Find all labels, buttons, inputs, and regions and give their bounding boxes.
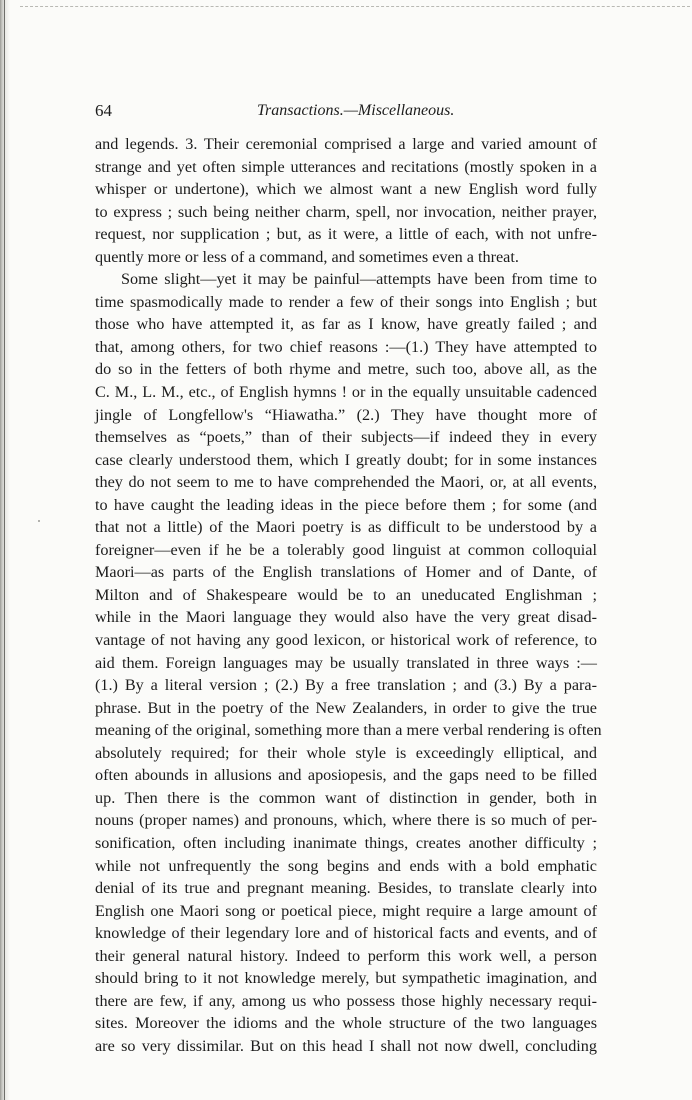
text-line: their general natural history. Indeed to perform this work well, a person bbox=[95, 946, 597, 965]
text-line: and legends. 3. Their ceremonial comprised a large and varied amount of bbox=[95, 135, 597, 153]
text-line: vantage of not having any good lexicon, or historical work of reference, to bbox=[95, 631, 597, 650]
text-line: sonification, often including inanimate things, creates another difficulty ; bbox=[95, 833, 597, 852]
text-line: do so in the fetters of both rhyme and metre, such too, above all, as the bbox=[95, 360, 597, 379]
text-line: often abounds in allusions and aposiopesis, and the gaps need to be filled bbox=[95, 766, 597, 785]
text-line: up. Then there is the common want of distinction in gender, both in bbox=[95, 788, 597, 807]
text-line: jingle of Longfellow's “Hiawatha.” (2.) They have thought more of bbox=[95, 405, 597, 424]
running-header bbox=[95, 100, 597, 122]
text-line: themselves as “poets,” than of their subjects—if indeed they in every bbox=[95, 428, 597, 447]
text-line: should bring to it not knowledge merely, but sympathetic imagination, and bbox=[95, 969, 597, 988]
text-line: Milton and of Shakespeare would be to an uneducated Englishman ; bbox=[95, 585, 597, 604]
text-line: strange and yet often simple utterances and recitations (mostly spoken in a bbox=[95, 157, 597, 176]
page-binding-edge bbox=[0, 0, 10, 1100]
top-edge-rule bbox=[20, 6, 690, 7]
text-line: meaning of the original, something more than a mere verbal rendering is often bbox=[95, 721, 602, 740]
text-line: English one Maori song or poetical piece, might require a large amount of bbox=[95, 901, 597, 920]
text-line: while in the Maori language they would also have the very great disad- bbox=[95, 608, 597, 627]
text-line: denial of its true and pregnant meaning. Besides, to translate clearly into bbox=[95, 879, 597, 898]
text-line: absolutely required; for their whole style is exceedingly elliptical, and bbox=[95, 743, 597, 762]
text-line: to have caught the leading ideas in the piece before them ; for some (and bbox=[95, 495, 597, 514]
running-title: Transactions.—Miscellaneous. bbox=[257, 102, 455, 119]
text-line: knowledge of their legendary lore and of historical facts and events, and of bbox=[95, 924, 597, 943]
text-line: C. M., L. M., etc., of English hymns ! or in the equally unsuitable cadenced bbox=[95, 383, 597, 402]
text-line: that, among others, for two chief reasons :—(1.) They have attempted to bbox=[95, 337, 597, 356]
text-line: quently more or less of a command, and sometimes even a threat. bbox=[95, 247, 519, 266]
text-line: while not unfrequently the song begins and ends with a bold emphatic bbox=[95, 856, 597, 875]
text-line: (1.) By a literal version ; (2.) By a free translation ; and (3.) By a para- bbox=[95, 676, 597, 695]
page-number: 64 bbox=[95, 101, 112, 120]
text-line: case clearly understood them, which I greatly doubt; for in some instances bbox=[95, 450, 597, 469]
text-line: those who have attempted it, as far as I know, have greatly failed ; and bbox=[95, 315, 597, 334]
text-line: to express ; such being neither charm, spell, nor invocation, neither prayer, bbox=[95, 202, 597, 221]
text-line: time spasmodically made to render a few of their songs into English ; but bbox=[95, 292, 597, 311]
text-line: foreigner—even if he be a tolerably good linguist at common colloquial bbox=[95, 540, 597, 559]
text-line: that not a little) of the Maori poetry is as difficult to be understood by a bbox=[95, 518, 597, 537]
text-line: Maori—as parts of the English translations of Homer and of Dante, of bbox=[95, 563, 597, 582]
binding-line bbox=[4, 0, 5, 1100]
page-speck bbox=[38, 520, 40, 522]
body-text bbox=[95, 133, 602, 1057]
text-line: they do not seem to me to have comprehended the Maori, or, at all events, bbox=[95, 473, 597, 492]
text-line: aid them. Foreign languages may be usually translated in three ways :— bbox=[95, 653, 597, 672]
text-line: request, nor supplication ; but, as it were, a little of each, with not unfre- bbox=[95, 225, 597, 244]
paragraph-start-line: Some slight—yet it may be painful—attempts have been from time to bbox=[121, 270, 597, 289]
text-line: whisper or undertone), which we almost want a new English word fully bbox=[95, 180, 597, 199]
text-line: are so very dissimilar. But on this head I shall not now dwell, concluding bbox=[95, 1036, 597, 1055]
text-line: there are few, if any, among us who possess those highly necessary requi- bbox=[95, 991, 597, 1010]
text-line: sites. Moreover the idioms and the whole structure of the two languages bbox=[95, 1014, 597, 1033]
text-line: nouns (proper names) and pronouns, which, where there is so much of per- bbox=[95, 811, 597, 830]
text-line: phrase. But in the poetry of the New Zealanders, in order to give the true bbox=[95, 698, 597, 717]
